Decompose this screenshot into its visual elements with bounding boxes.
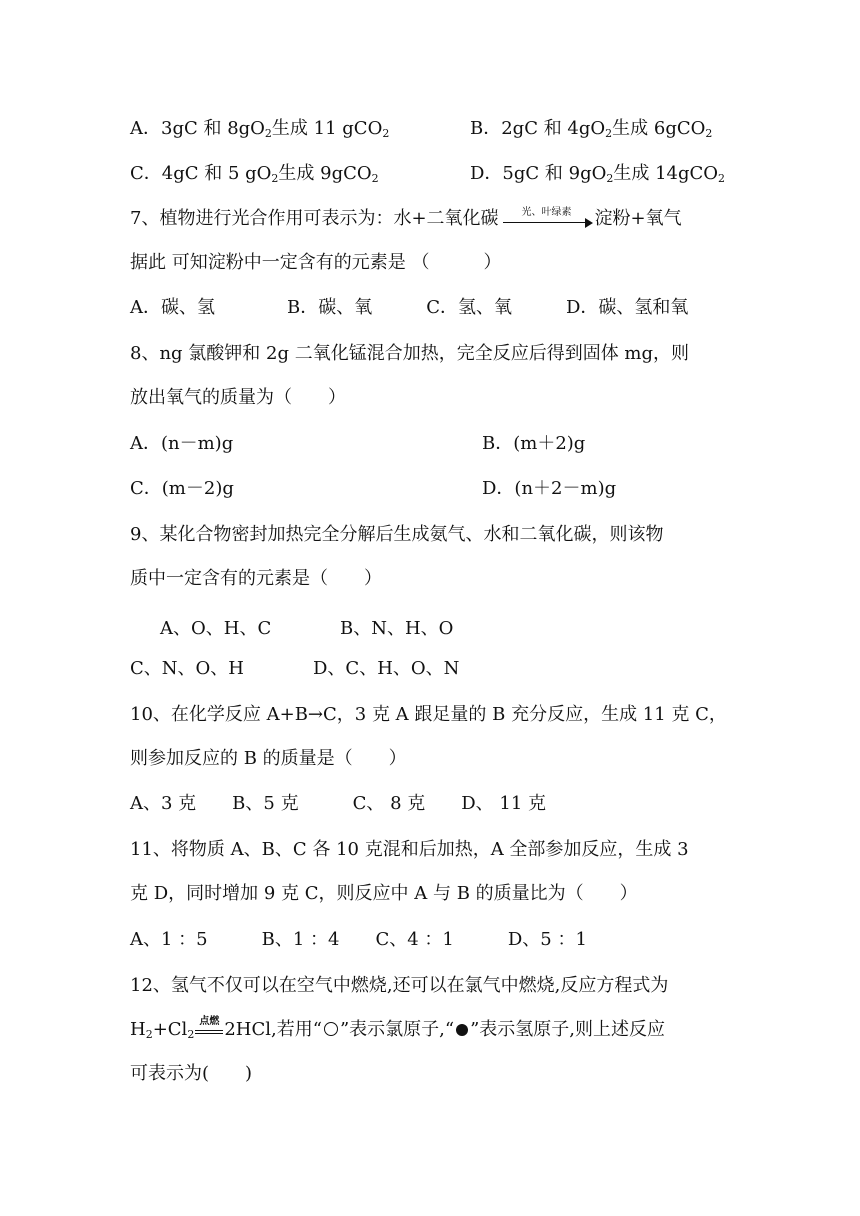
q6-option-c [130, 162, 379, 186]
q6-d-pre: D．5gC 和 9gO [470, 163, 607, 184]
q8-stem-line1: 8、ng 氯酸钾和 2g 二氧化锰混合加热，完全反应后得到固体 mg，则 [130, 343, 690, 364]
q12-h: H [130, 1019, 146, 1040]
q12-mid1: ”表示氯原子,“ [339, 1019, 455, 1040]
q6-b-mid: 生成 6gCO [612, 118, 706, 139]
q12-stem-line1: 12、氢气不仅可以在空气中燃烧,还可以在氯气中燃烧,反应方程式为 [130, 975, 669, 996]
q6-option-b [470, 117, 712, 141]
q11-stem-line2: 克 D，同时增加 9 克 C，则反应中 A 与 B 的质量比为（ ） [130, 883, 638, 904]
q11-stem-line1: 11、将物质 A、B、C 各 10 克混和后加热，A 全部参加反应，生成 3 [130, 839, 689, 860]
q7-stem-line1 [130, 207, 682, 231]
ignition-equals-icon [194, 1018, 224, 1042]
q10-options: A、3 克 B、5 克 C、 8 克 D、 11 克 [130, 793, 547, 814]
q6-c-mid: 生成 9gCO [278, 163, 372, 184]
reaction-arrow-icon [501, 207, 593, 231]
q8-stem-line2: 放出氧气的质量为（ ） [130, 387, 346, 408]
q12-mid2: ”表示氢原子,则上述反应 [470, 1019, 666, 1040]
q6-b-pre: B．2gC 和 4gO [470, 118, 606, 139]
q6-d-mid: 生成 14gCO [613, 163, 719, 184]
q6-option-d [470, 162, 725, 186]
q6-a-sub2: 2 [382, 127, 390, 140]
q12-h-sub: 2 [145, 1028, 153, 1041]
q6-a-pre: A．3gC 和 8gO [130, 118, 265, 139]
q7-stem-post: 淀粉+氧气 [594, 208, 682, 229]
q7-stem-pre: 7、植物进行光合作用可表示为：水+二氧化碳 [130, 208, 499, 229]
q9-stem-line1: 9、某化合物密封加热完全分解后生成氨气、水和二氧化碳，则该物 [130, 524, 664, 545]
q7-options: A．碳、氢 B．碳、氧 C．氢、氧 D．碳、氢和氧 [130, 297, 689, 318]
q9-option-b: B、N、H、O [340, 618, 454, 639]
q9-stem-line2: 质中一定含有的元素是（ ） [130, 568, 382, 589]
q8-option-b: B．(m＋2)g [482, 433, 586, 454]
q6-a-mid: 生成 11 gCO [271, 118, 383, 139]
q10-stem-line1: 10、在化学反应 A+B→C，3 克 A 跟足量的 B 充分反应，生成 11 克 C， [130, 704, 727, 725]
hydrogen-atom-dot-icon [456, 1024, 468, 1036]
q6-b-sub2: 2 [705, 127, 713, 140]
q9-option-c: C、N、O、H [130, 658, 244, 679]
q6-c-pre: C．4gC 和 5 gO [130, 163, 272, 184]
q6-d-sub2: 2 [718, 172, 726, 185]
q7-stem-line2: 据此 可知淀粉中一定含有的元素是 （ ） [130, 252, 502, 273]
q12-stem-line3: 可表示为( ) [130, 1063, 253, 1084]
q11-options: A、1 ：5 B、1 ：4 C、4 ：1 D、5 ：1 [130, 929, 587, 950]
q10-stem-line2: 则参加反应的 B 的质量是（ ） [130, 748, 407, 769]
q9-option-d: D、C、H、O、N [313, 658, 460, 679]
q12-stem-line2 [130, 1018, 665, 1042]
q12-eq-post: 2HCl,若用“ [224, 1019, 322, 1040]
q8-option-d: D．(n＋2－m)g [482, 478, 617, 499]
q12-plus-cl: +Cl [152, 1019, 188, 1040]
q9-option-a: A、O、H、C [160, 618, 272, 639]
q6-c-sub1: 2 [271, 172, 279, 185]
q12-cl-sub: 2 [187, 1028, 195, 1041]
q6-b-sub1: 2 [605, 127, 613, 140]
q8-option-c: C．(m－2)g [130, 478, 234, 499]
q6-a-sub1: 2 [264, 127, 272, 140]
q12-eq-condition: 点燃 [199, 1016, 220, 1027]
q6-option-a [130, 117, 389, 141]
chlorine-atom-circle-icon [324, 1022, 338, 1036]
q6-c-sub2: 2 [371, 172, 379, 185]
q8-option-a: A．(n－m)g [130, 433, 234, 454]
q7-arrow-condition: 光、叶绿素 [521, 207, 572, 218]
q6-d-sub1: 2 [606, 172, 614, 185]
